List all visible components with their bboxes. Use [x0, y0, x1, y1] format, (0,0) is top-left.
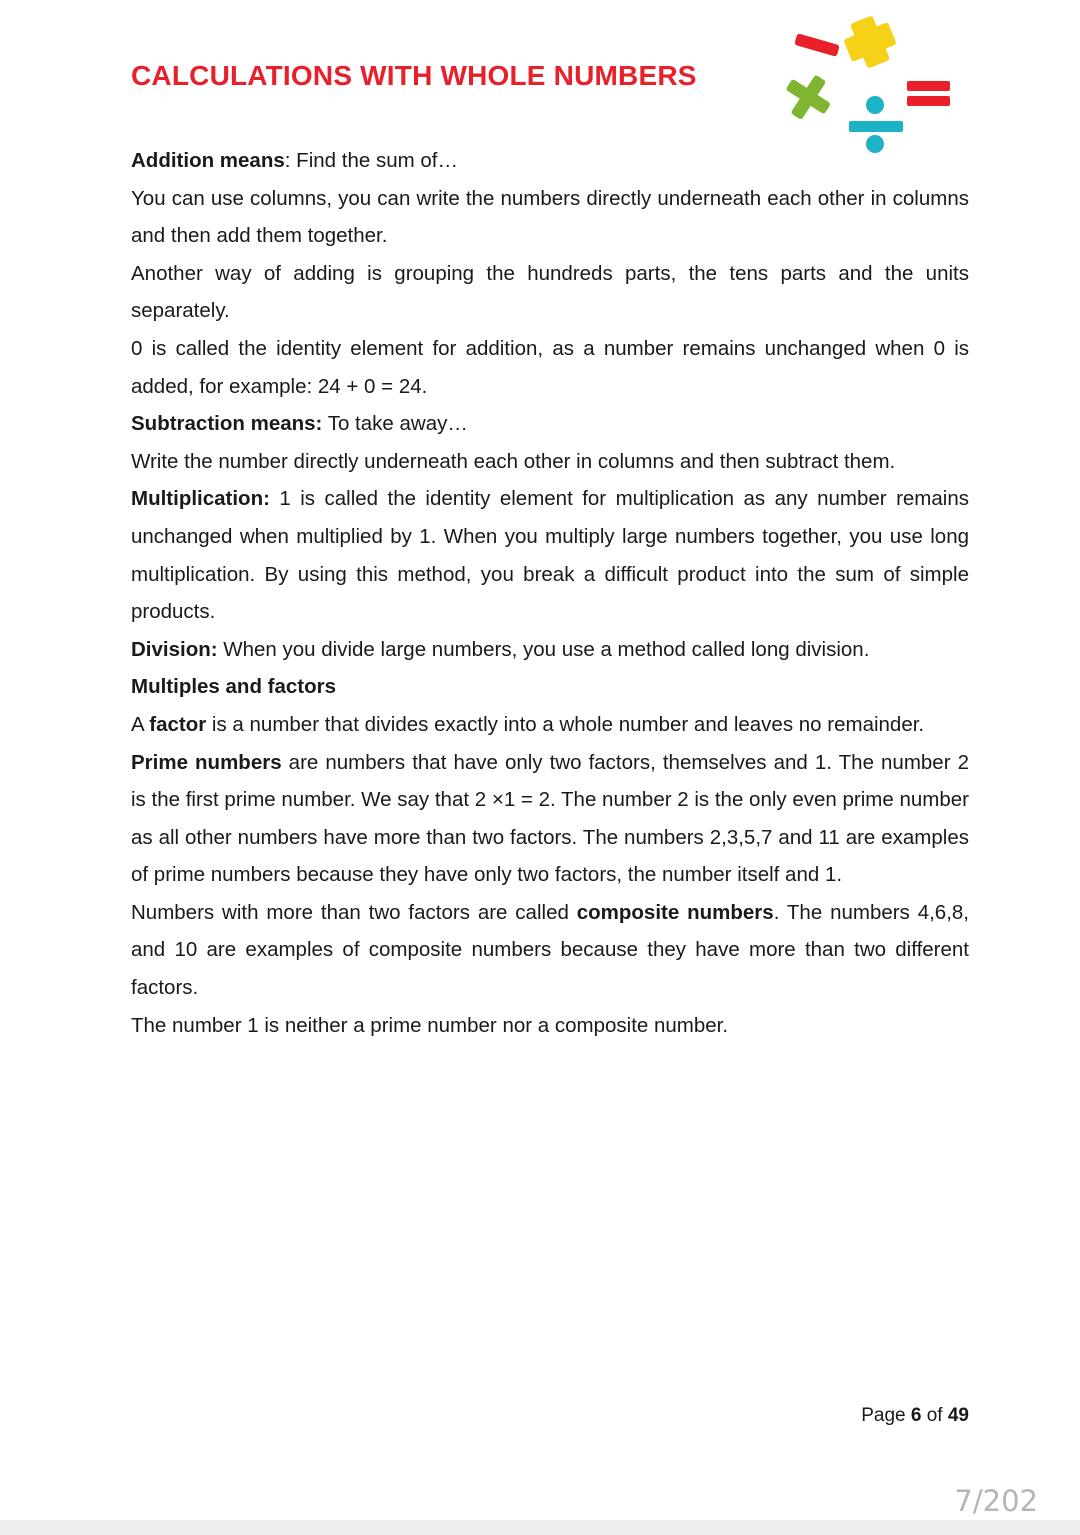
addition-columns-paragraph: You can use columns, you can write the numbers directly underneath each other in columns and then add them together.	[131, 186, 969, 248]
plus-icon	[839, 11, 901, 73]
viewer-bottom-bar	[0, 1520, 1080, 1535]
prime-paragraph: Prime numbers are numbers that have only two factors, themselves and 1. The number 2 is the first prime number. We say that 2 ×1 = 2. The number 2 is the only even prime number as all other numbers have more than two factors. The numbers 2,3,5,7 and 11 are examples of prime numbers because they have only two factors, the number itself and 1.	[131, 750, 969, 887]
subtraction-paragraph: Subtraction means: To take away…	[131, 412, 468, 436]
factor-paragraph: A factor is a number that divides exactly into a whole number and leaves no remainder.	[131, 712, 925, 736]
addition-grouping-paragraph: Another way of adding is grouping the hundreds parts, the tens parts and the units separately.	[131, 261, 969, 323]
addition-identity-paragraph: 0 is called the identity element for addition, as a number remains unchanged when 0 is added, for example: 24 + 0 = 24.	[131, 336, 969, 398]
composite-paragraph: Numbers with more than two factors are called composite numbers. The numbers 4,6,8, and 10 are examples of composite numbers because they have more than two different factors.	[131, 900, 969, 1000]
composite-term: composite numbers	[576, 900, 774, 924]
page-title: CALCULATIONS WITH WHOLE NUMBERS	[131, 60, 697, 91]
document-body	[131, 142, 969, 1044]
viewer-page-counter: 7/202	[954, 1484, 1038, 1518]
page-footer: Page 6 of 49	[861, 1405, 969, 1426]
addition-paragraph: Addition means: Find the sum of…	[131, 149, 458, 172]
multiplication-label: Multiplication:	[131, 487, 270, 511]
minus-icon	[794, 33, 840, 57]
prime-term: Prime numbers	[131, 750, 282, 774]
division-paragraph: Division: When you divide large numbers, you use a method called long division.	[131, 637, 870, 661]
neither-paragraph: The number 1 is neither a prime number nor a composite number.	[131, 1013, 729, 1037]
math-operators-icon	[770, 10, 960, 160]
subtraction-method-paragraph: Write the number directly underneath each other in columns and then subtract them.	[131, 449, 896, 473]
current-page-number: 6	[910, 1405, 922, 1426]
addition-label: Addition means	[131, 149, 285, 172]
times-icon	[784, 72, 834, 122]
multiples-heading: Multiples and factors	[131, 675, 337, 699]
equals-icon	[907, 81, 950, 106]
factor-term: factor	[149, 712, 207, 736]
total-pages-number: 49	[947, 1405, 969, 1426]
subtraction-label: Subtraction means:	[131, 412, 323, 436]
division-label: Division:	[131, 637, 218, 661]
multiplication-paragraph: Multiplication: 1 is called the identity element for multiplication as any number remains unchanged when multiplied by 1. When you multiply large numbers together, you use long multiplication. By using this method, you break a difficult product into the sum of simple products.	[131, 487, 969, 624]
